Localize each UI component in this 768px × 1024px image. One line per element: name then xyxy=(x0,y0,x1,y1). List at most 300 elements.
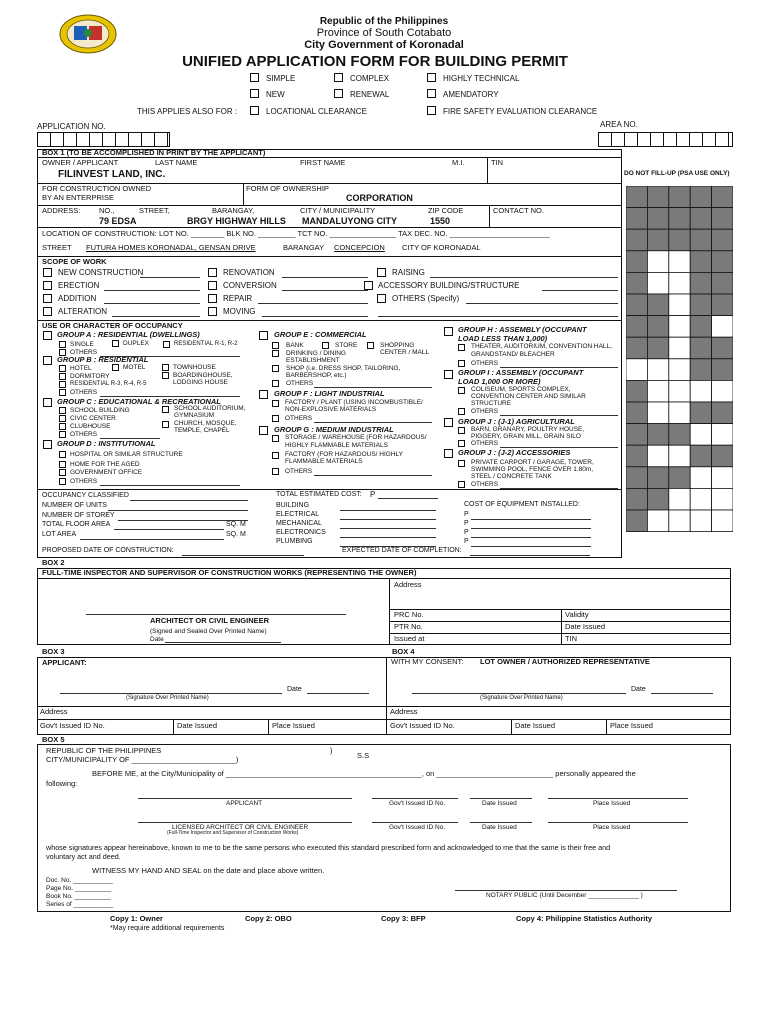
box4-address-label[interactable]: Address xyxy=(390,707,418,716)
total-cost-label: TOTAL ESTIMATED COST: xyxy=(276,491,362,498)
auditorium-checkbox[interactable] xyxy=(162,406,169,413)
box5-label: BOX 5 xyxy=(42,735,65,744)
group-g-checkbox[interactable] xyxy=(259,426,268,435)
psa-cell xyxy=(712,359,733,381)
owner-value[interactable]: FILINVEST LAND, INC. xyxy=(58,169,166,180)
psa-cell xyxy=(712,510,733,532)
conversion-checkbox[interactable] xyxy=(208,281,217,290)
divider xyxy=(489,205,490,227)
underline xyxy=(340,519,436,520)
group-c-label: GROUP C : EDUCATIONAL & RECREATIONAL xyxy=(57,397,221,406)
new-label: NEW xyxy=(266,90,285,99)
temple-label: TEMPLE, CHAPEL xyxy=(174,427,230,434)
motel-checkbox[interactable] xyxy=(112,364,119,371)
group-b-checkbox[interactable] xyxy=(43,356,52,365)
shop-checkbox[interactable] xyxy=(272,365,279,372)
lot-area-label: LOT AREA xyxy=(42,531,77,538)
box2-date-issued-label[interactable]: Date Issued xyxy=(565,622,606,631)
factory-g-label: FACTORY (FOR HAZARDOUS/ HIGHLY xyxy=(285,451,403,458)
drinking-checkbox[interactable] xyxy=(272,350,279,357)
dormitory-checkbox[interactable] xyxy=(59,373,66,380)
psa-cell xyxy=(690,488,711,510)
psa-cell xyxy=(647,186,668,208)
psa-cell xyxy=(626,186,647,208)
box3-label: BOX 3 xyxy=(42,647,65,656)
box2-heading: FULL-TIME INSPECTOR AND SUPERVISOR OF CONSTRUCTION WORKS (REPRESENTING THE OWNER) xyxy=(42,568,417,577)
enterprise-label-2: BY AN ENTERPRISE xyxy=(42,193,114,202)
carport-label: PRIVATE CARPORT / GARAGE, TOWER, xyxy=(471,459,594,466)
notary-govt-id-label-1: Gov't Issued ID No. xyxy=(389,800,446,807)
renovation-label: RENOVATION xyxy=(223,268,275,277)
box4-label: BOX 4 xyxy=(392,647,415,656)
underline xyxy=(314,422,432,423)
group-h-load-label: LOAD LESS THAN 1,000) xyxy=(458,334,548,343)
govt-office-checkbox[interactable] xyxy=(59,469,66,476)
doc-no-label[interactable]: Doc. No. ___________ xyxy=(46,877,113,884)
alteration-checkbox[interactable] xyxy=(43,307,52,316)
whose-text-1: whose signatures appear hereinabove, known to me to be the same persons who executed this standard prescribed form and acknowledged to me that the same is their free and xyxy=(46,843,611,852)
book-no-label[interactable]: Book No. __________ xyxy=(46,893,111,900)
equipment-label: COST OF EQUIPMENT INSTALLED: xyxy=(464,501,580,508)
others-c-checkbox[interactable] xyxy=(59,431,66,438)
others-h-checkbox[interactable] xyxy=(458,360,465,367)
hospital-label: HOSPITAL OR SIMILAR STRUCTURE xyxy=(70,451,183,458)
box5-republic: REPUBLIC OF THE PHILIPPINES xyxy=(46,746,162,755)
group-j1-checkbox[interactable] xyxy=(444,418,453,427)
underline xyxy=(471,537,591,538)
validity-label[interactable]: Validity xyxy=(565,610,589,619)
moving-label: MOVING xyxy=(223,307,256,316)
notary-applicant-label: APPLICANT xyxy=(226,800,263,807)
others-f-checkbox[interactable] xyxy=(272,415,279,422)
storage-checkbox[interactable] xyxy=(272,435,279,442)
psa-cell xyxy=(647,380,668,402)
barn-checkbox[interactable] xyxy=(458,427,465,434)
underline xyxy=(262,316,368,317)
notary-place-issued-label-2: Place Issued xyxy=(593,824,631,831)
underline xyxy=(470,822,532,823)
underline xyxy=(138,822,352,823)
renewal-checkbox[interactable] xyxy=(334,89,343,98)
psa-cell xyxy=(626,467,647,489)
underline xyxy=(108,510,248,511)
box4-place-issued-label[interactable]: Place Issued xyxy=(610,721,653,730)
accessory-label: ACCESSORY BUILDING/STRUCTURE xyxy=(378,281,520,290)
r1r2-label: RESIDENTIAL R-1, R-2 xyxy=(174,341,238,347)
psa-cell xyxy=(712,402,733,424)
duplex-checkbox[interactable] xyxy=(112,340,119,347)
underline xyxy=(378,316,618,317)
underline xyxy=(282,277,368,278)
notary-place-issued-label-1: Place Issued xyxy=(593,800,631,807)
box3-govt-id-label[interactable]: Gov't Issued ID No. xyxy=(40,721,105,730)
new-checkbox[interactable] xyxy=(250,89,259,98)
psa-cell xyxy=(647,488,668,510)
home-aged-checkbox[interactable] xyxy=(59,461,66,468)
hospital-checkbox[interactable] xyxy=(59,451,66,458)
group-e-checkbox[interactable] xyxy=(259,331,268,340)
psa-cell xyxy=(690,380,711,402)
erection-checkbox[interactable] xyxy=(43,281,52,290)
copy-2-label: Copy 2: OBO xyxy=(245,914,292,923)
others-j1-checkbox[interactable] xyxy=(458,440,465,447)
group-j1-label: GROUP J : (J-1) AGRICULTURAL xyxy=(458,417,575,426)
renovation-checkbox[interactable] xyxy=(208,268,217,277)
psa-cell xyxy=(690,510,711,532)
psa-cell xyxy=(647,272,668,294)
copy-3-label: Copy 3: BFP xyxy=(381,914,426,923)
plumbing-cost-label: PLUMBING xyxy=(276,538,313,545)
psa-cell xyxy=(626,510,647,532)
underline xyxy=(340,537,436,538)
electrical-cost-label: ELECTRICAL xyxy=(276,511,320,518)
group-c-checkbox[interactable] xyxy=(43,398,52,407)
psa-cell xyxy=(712,294,733,316)
notary-public-label: NOTARY PUBLIC (Until December ______________ ) xyxy=(486,892,643,899)
others-scope-label: OTHERS (Specify) xyxy=(392,294,460,303)
structure-label: STRUCTURE xyxy=(471,400,512,407)
accessory-checkbox[interactable] xyxy=(364,281,373,290)
underline xyxy=(114,529,224,530)
carport-checkbox[interactable] xyxy=(458,460,465,467)
address-zip-value[interactable]: 1550 xyxy=(430,216,451,226)
series-of-label[interactable]: Series of ___________ xyxy=(46,901,114,908)
header-province: Province of South Cotabato xyxy=(316,27,452,39)
psa-cell xyxy=(647,316,668,338)
psa-cell xyxy=(690,316,711,338)
divider xyxy=(389,633,731,634)
clubhouse-checkbox[interactable] xyxy=(59,423,66,430)
psa-cell xyxy=(712,445,733,467)
psa-cell xyxy=(626,488,647,510)
group-h-checkbox[interactable] xyxy=(444,327,453,336)
locational-label: LOCATIONAL CLEARANCE xyxy=(266,107,367,116)
group-f-checkbox[interactable] xyxy=(259,390,268,399)
others-i-label: OTHERS xyxy=(471,408,499,415)
motel-label: MOTEL xyxy=(123,364,146,371)
psa-cell xyxy=(626,294,647,316)
completion-date-label: EXPECTED DATE OF COMPLETION: xyxy=(342,547,462,554)
fire-safety-label: FIRE SAFETY EVALUATION CLEARANCE xyxy=(443,107,598,116)
others-f-label: OTHERS xyxy=(285,415,313,422)
psa-cell xyxy=(669,467,690,489)
issued-at-label[interactable]: Issued at xyxy=(394,634,425,643)
divider xyxy=(37,719,731,720)
nonexplosive-label: NON-EXPLOSIVE MATERIALS xyxy=(285,406,377,413)
barangay-value[interactable]: CONCEPCION xyxy=(334,243,385,252)
divider xyxy=(268,719,269,735)
psa-cell xyxy=(626,229,647,251)
underline xyxy=(455,890,677,891)
repair-checkbox[interactable] xyxy=(208,294,217,303)
others-e-checkbox[interactable] xyxy=(272,380,279,387)
others-d-checkbox[interactable] xyxy=(59,478,66,485)
psa-cell xyxy=(690,272,711,294)
address-city-value[interactable]: MANDALUYONG CITY xyxy=(302,216,397,226)
group-d-label: GROUP D : INSTITUTIONAL xyxy=(57,439,156,448)
simple-label: SIMPLE xyxy=(266,74,296,83)
floor-area-unit: SQ. M xyxy=(226,521,246,528)
underline xyxy=(412,693,626,694)
swimming-pool-label: SWIMMING POOL, FENCE OVER 1.80m, xyxy=(471,466,594,473)
complex-checkbox[interactable] xyxy=(334,73,343,82)
moving-checkbox[interactable] xyxy=(208,307,217,316)
group-i-checkbox[interactable] xyxy=(444,370,453,379)
group-j2-label: GROUP J : (J-2) ACCESSORIES xyxy=(458,448,571,457)
underline xyxy=(430,277,618,278)
piggery-label: PIGGERY, GRAIN MILL, GRAIN SILO xyxy=(471,433,581,440)
shop-label: SHOP (i.e. DRESS SHOP, TAILORING, xyxy=(286,365,401,372)
psa-cell xyxy=(712,380,733,402)
psa-cell xyxy=(690,359,711,381)
first-name-label: FIRST NAME xyxy=(300,158,346,167)
factory-f-checkbox[interactable] xyxy=(272,400,279,407)
psa-cell xyxy=(669,229,690,251)
total-cost-peso: P xyxy=(370,490,376,499)
address-label: ADDRESS: xyxy=(42,206,81,215)
box2-tin-label[interactable]: TIN xyxy=(565,634,578,643)
address-barangay-value[interactable]: BRGY HIGHWAY HILLS xyxy=(187,216,286,226)
location-line[interactable]: LOCATION OF CONSTRUCTION: LOT NO. ________ BLK NO. _________ TCT NO. ________________ TAX DEC. NO. ________________________ xyxy=(42,229,550,238)
others-e-label: OTHERS xyxy=(286,380,314,387)
psa-cell xyxy=(626,359,647,381)
raising-checkbox[interactable] xyxy=(377,268,386,277)
new-construction-checkbox[interactable] xyxy=(43,268,52,277)
group-d-checkbox[interactable] xyxy=(43,440,52,449)
others-c-label: OTHERS xyxy=(70,431,98,438)
group-i-load-label: LOAD 1,000 OR MORE) xyxy=(458,377,541,386)
others-b-label: OTHERS xyxy=(70,389,98,396)
others-scope-checkbox[interactable] xyxy=(377,294,386,303)
box3-place-issued-label[interactable]: Place Issued xyxy=(272,721,315,730)
application-no-boxes[interactable] xyxy=(37,132,170,147)
psa-cell xyxy=(690,251,711,273)
psa-cell xyxy=(647,424,668,446)
addition-checkbox[interactable] xyxy=(43,294,52,303)
psa-cell xyxy=(647,445,668,467)
consent-label: LOT OWNER / AUTHORIZED REPRESENTATIVE xyxy=(480,657,650,666)
psa-cell xyxy=(647,510,668,532)
address-street-value[interactable]: 79 EDSA xyxy=(99,216,137,226)
box3-sig-label: (Signature Over Printed Name) xyxy=(126,695,209,701)
psa-cell xyxy=(626,445,647,467)
group-j2-checkbox[interactable] xyxy=(444,449,453,458)
locational-checkbox[interactable] xyxy=(250,106,259,115)
underline xyxy=(470,798,532,799)
others-g-checkbox[interactable] xyxy=(272,468,279,475)
others-j2-checkbox[interactable] xyxy=(458,481,465,488)
underline xyxy=(258,303,368,304)
barangay-label: BARANGAY, xyxy=(212,206,255,215)
underline xyxy=(500,415,618,416)
psa-cell xyxy=(647,251,668,273)
area-no-boxes[interactable] xyxy=(598,132,733,147)
psa-cell xyxy=(647,402,668,424)
signed-sealed-label: (Signed and Sealed Over Printed Name) xyxy=(150,628,267,635)
highly-technical-checkbox[interactable] xyxy=(427,73,436,82)
equipment-peso-4: P xyxy=(464,538,469,545)
divider xyxy=(389,609,731,610)
clubhouse-label: CLUBHOUSE xyxy=(70,423,111,430)
mi-label: M.I. xyxy=(452,158,465,167)
group-a-checkbox[interactable] xyxy=(43,331,52,340)
erection-label: ERECTION xyxy=(58,281,100,290)
form-title: UNIFIED APPLICATION FORM FOR BUILDING PERMIT xyxy=(182,53,568,70)
fire-safety-checkbox[interactable] xyxy=(427,106,436,115)
box4-date-issued-label[interactable]: Date Issued xyxy=(515,721,556,730)
home-aged-label: HOME FOR THE AGED xyxy=(70,461,140,468)
govt-office-label: GOVERNMENT OFFICE xyxy=(70,469,143,476)
factory-f-label: FACTORY / PLANT (USING INCOMBUSTIBLE/ xyxy=(285,399,423,406)
divider xyxy=(389,578,390,645)
boarding-label: BOARDINGHOUSE, xyxy=(173,372,233,379)
barangay-label-2: BARANGAY xyxy=(283,243,325,252)
psa-cell xyxy=(669,445,690,467)
psa-cell xyxy=(626,424,647,446)
ptr-label[interactable]: PTR No. xyxy=(394,622,423,631)
requirements-note: *May require additional requirements xyxy=(110,925,225,932)
others-a-label: OTHERS xyxy=(70,349,98,356)
contact-label: CONTACT NO. xyxy=(493,206,544,215)
divider xyxy=(37,256,622,257)
header-city: City Government of Koronadal xyxy=(304,39,464,51)
renewal-label: RENEWAL xyxy=(350,90,390,99)
underline xyxy=(542,290,618,291)
gymnasium-label: GYMNASIUM xyxy=(174,412,215,419)
boarding-checkbox[interactable] xyxy=(162,372,169,379)
no-label: NO., xyxy=(99,206,115,215)
underline xyxy=(60,693,282,694)
simple-checkbox[interactable] xyxy=(250,73,259,82)
lodging-label: LODGING HOUSE xyxy=(173,379,228,386)
divider xyxy=(487,157,488,183)
storey-label: NUMBER OF STOREY xyxy=(42,512,115,519)
psa-cell xyxy=(712,208,733,230)
underline xyxy=(112,316,200,317)
divider xyxy=(173,719,174,735)
storage-label: STORAGE / WAREHOUSE (FOR HAZARDOUS/ xyxy=(285,434,427,441)
store-checkbox[interactable] xyxy=(322,342,329,349)
psa-cell xyxy=(690,294,711,316)
tank-label: STEEL / CONCRETE TANK xyxy=(471,473,552,480)
box3-date-issued-label[interactable]: Date Issued xyxy=(177,721,218,730)
enterprise-label: FOR CONSTRUCTION OWNED xyxy=(42,184,152,193)
factory-g-checkbox[interactable] xyxy=(272,452,279,459)
hotel-checkbox[interactable] xyxy=(59,365,66,372)
psa-cell xyxy=(712,186,733,208)
psa-cell xyxy=(712,316,733,338)
underline xyxy=(548,798,688,799)
group-a-label: GROUP A : RESIDENTIAL (DWELLINGS) xyxy=(57,330,200,339)
underline xyxy=(104,290,200,291)
divider xyxy=(389,621,731,622)
zip-label: ZIP CODE xyxy=(428,206,464,215)
underline xyxy=(307,693,369,694)
drinking-label: DRINKING / DINING xyxy=(286,350,346,357)
underline xyxy=(314,475,432,476)
underline xyxy=(372,798,458,799)
psa-cell xyxy=(690,402,711,424)
school-checkbox[interactable] xyxy=(59,407,66,414)
psa-cell xyxy=(669,251,690,273)
page-no-label[interactable]: Page No. __________ xyxy=(46,885,112,892)
box2-date-label: Date xyxy=(150,636,164,643)
psa-cell xyxy=(626,316,647,338)
addition-label: ADDITION xyxy=(58,294,97,303)
convention-center-label: CONVENTION CENTER AND SIMILAR xyxy=(471,393,586,400)
church-checkbox[interactable] xyxy=(162,421,169,428)
others-h-label: OTHERS xyxy=(471,360,499,367)
applicant-label: APPLICANT: xyxy=(42,658,87,667)
underline xyxy=(140,277,200,278)
shopping-checkbox[interactable] xyxy=(367,342,374,349)
box4-govt-id-label[interactable]: Gov't Issued ID No. xyxy=(390,721,455,730)
r3r4r5-checkbox[interactable] xyxy=(59,381,66,388)
others-i-checkbox[interactable] xyxy=(458,408,465,415)
others-g-label: OTHERS xyxy=(285,468,313,475)
form-ownership-label: FORM OF OWNERSHIP xyxy=(246,184,329,193)
bank-checkbox[interactable] xyxy=(272,342,279,349)
psa-cell xyxy=(647,359,668,381)
auditorium-label: SCHOOL AUDITORIUM, xyxy=(174,405,246,412)
underline xyxy=(340,528,436,529)
others-b-checkbox[interactable] xyxy=(59,389,66,396)
mechanical-cost-label: MECHANICAL xyxy=(276,520,322,527)
underline xyxy=(138,798,352,799)
raising-label: RAISING xyxy=(392,268,425,277)
underline xyxy=(651,693,713,694)
psa-cell xyxy=(669,359,690,381)
amendatory-label: AMENDATORY xyxy=(443,90,499,99)
r1r2-checkbox[interactable] xyxy=(163,341,170,348)
theater-checkbox[interactable] xyxy=(458,344,465,351)
psa-cell xyxy=(647,467,668,489)
scope-heading: SCOPE OF WORK xyxy=(42,257,107,266)
consent-pre-label: WITH MY CONSENT: xyxy=(391,657,464,666)
single-checkbox[interactable] xyxy=(59,341,66,348)
coliseum-checkbox[interactable] xyxy=(458,387,465,394)
street-label: STREET, xyxy=(139,206,170,215)
civic-label: CIVIC CENTER xyxy=(70,415,116,422)
underline xyxy=(182,555,304,556)
psa-cell xyxy=(669,337,690,359)
civic-checkbox[interactable] xyxy=(59,415,66,422)
townhouse-checkbox[interactable] xyxy=(162,364,169,371)
applies-also-label: THIS APPLIES ALSO FOR : xyxy=(137,107,238,116)
psa-cell xyxy=(669,488,690,510)
psa-cell xyxy=(712,229,733,251)
equipment-peso-3: P xyxy=(464,529,469,536)
theater-label: THEATER, AUDITORIUM, CONVENTION HALL, xyxy=(471,343,612,350)
box5-ss: S.S xyxy=(357,751,370,760)
box3-address-label[interactable]: Address xyxy=(40,707,68,716)
divider xyxy=(561,609,562,645)
psa-cell xyxy=(626,402,647,424)
others-d-label: OTHERS xyxy=(70,478,98,485)
psa-cell xyxy=(669,294,690,316)
street-value[interactable]: FUTURA HOMES KORONADAL, GENSAN DRIVE xyxy=(86,243,256,252)
application-no-label: APPLICATION NO. xyxy=(37,122,106,131)
form-ownership-value[interactable]: CORPORATION xyxy=(346,193,413,203)
city-label: CITY / MUNICIPALITY xyxy=(300,206,376,215)
amendatory-checkbox[interactable] xyxy=(427,89,436,98)
psa-cell xyxy=(712,272,733,294)
underline xyxy=(372,822,458,823)
prc-label[interactable]: PRC No. xyxy=(394,610,424,619)
underline xyxy=(86,614,346,615)
psa-cell xyxy=(626,380,647,402)
underline xyxy=(80,539,224,540)
